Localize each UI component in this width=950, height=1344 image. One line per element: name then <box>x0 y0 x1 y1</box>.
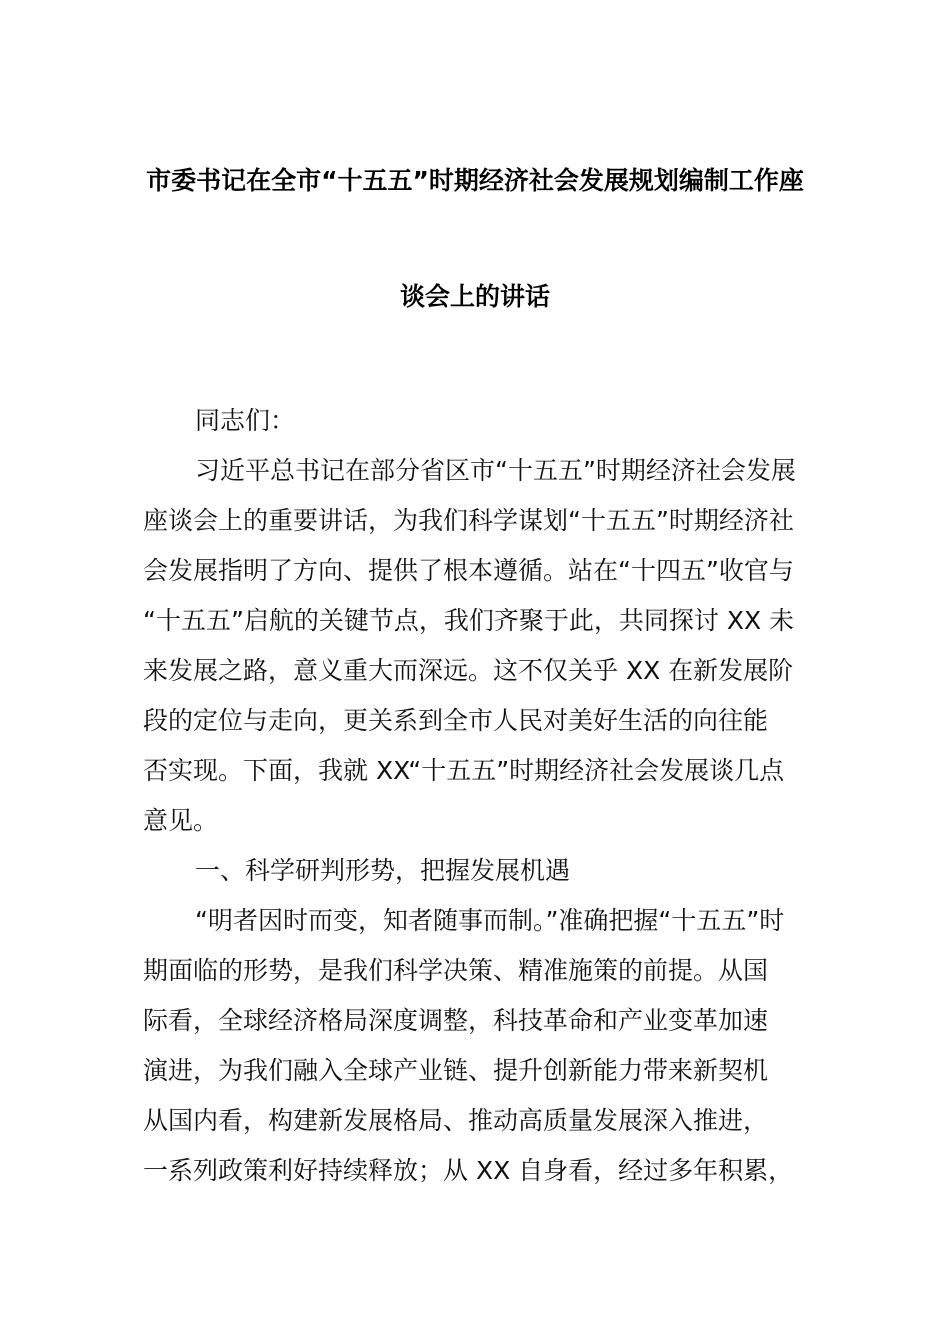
document-title-line-2: 谈会上的讲话 <box>399 282 550 311</box>
paragraph-1-line-7: 否实现。下面，我就 XX“十五五”时期经济社会发展谈几点 <box>143 756 785 785</box>
document-title-line-1: 市委书记在全市“十五五”时期经济社会发展规划编制工作座 <box>146 166 804 195</box>
paragraph-1-line-8: 意见。 <box>143 806 219 835</box>
paragraph-2-line-2: 期面临的形势，是我们科学决策、精准施策的前提。从国 <box>143 956 769 985</box>
paragraph-1-line-3: 会发展指明了方向、提供了根本遵循。站在“十四五”收官与 <box>143 556 794 585</box>
paragraph-1-line-1: 习近平总书记在部分省区市“十五五”时期经济社会发展 <box>195 456 796 485</box>
paragraph-2-line-3: 际看，全球经济格局深度调整，科技革命和产业变革加速 <box>143 1006 769 1035</box>
section-heading-1: 一、科学研判形势，把握发展机遇 <box>195 856 571 885</box>
paragraph-1-line-2: 座谈会上的重要讲话，为我们科学谋划“十五五”时期经济社 <box>143 506 794 535</box>
paragraph-1-line-5: 来发展之路，意义重大而深远。这不仅关乎 XX 在新发展阶 <box>143 656 794 685</box>
document-body <box>143 396 807 1196</box>
paragraph-2-line-4: 演进，为我们融入全球产业链、提升创新能力带来新契机 <box>143 1056 769 1085</box>
paragraph-2-line-6: 一系列政策利好持续释放；从 XX 自身看，经过多年积累， <box>143 1156 794 1185</box>
paragraph-1-line-4: “十五五”启航的关键节点，我们齐聚于此，共同探讨 XX 未 <box>143 606 795 635</box>
salutation: 同志们： <box>195 406 296 435</box>
paragraph-2-line-5: 从国内看，构建新发展格局、推动高质量发展深入推进， <box>143 1106 769 1135</box>
paragraph-2-line-1: “明者因时而变，知者随事而制。”准确把握“十五五”时 <box>195 906 785 935</box>
paragraph-1-line-6: 段的定位与走向，更关系到全市人民对美好生活的向往能 <box>143 706 769 735</box>
